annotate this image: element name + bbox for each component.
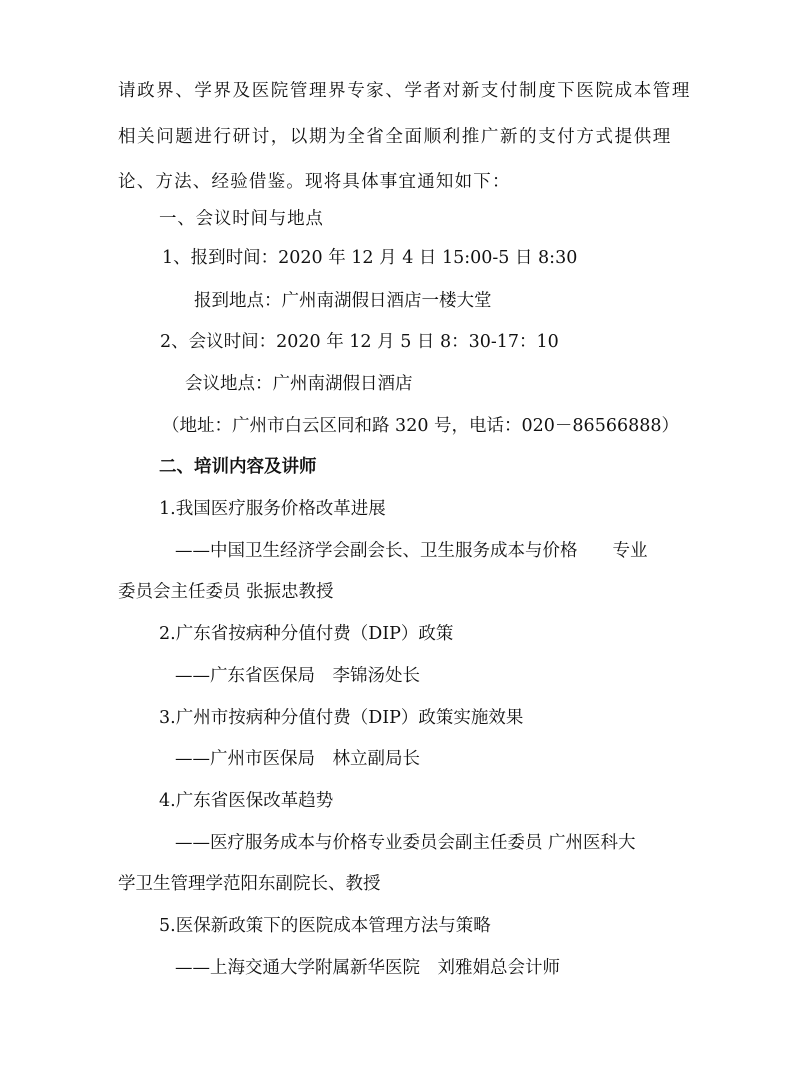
topic-3-title: 3.广州市按病种分值付费（DIP）政策实施效果	[159, 708, 524, 728]
meeting-place: 会议地点：广州南湖假日酒店	[185, 374, 413, 394]
section2-heading: 二、培训内容及讲师	[159, 457, 317, 477]
topic-1-speaker-line1: ——中国卫生经济学会副会长、卫生服务成本与价格 专业	[175, 541, 648, 561]
topic-5-title: 5.医保新政策下的医院成本管理方法与策略	[159, 916, 491, 936]
topic-1-speaker-line2: 委员会主任委员 张振忠教授	[118, 582, 334, 602]
meeting-time: 2、会议时间：2020 年 12 月 5 日 8：30-17：10	[160, 332, 559, 352]
topic-4-title: 4.广东省医保改革趋势	[159, 791, 334, 811]
topic-4-speaker-line2: 学卫生管理学范阳东副院长、教授	[118, 874, 381, 894]
topic-1-title: 1.我国医疗服务价格改革进展	[159, 499, 386, 519]
section1-heading: 一、会议时间与地点	[159, 209, 324, 229]
topic-5-speaker: ——上海交通大学附属新华医院 刘雅娟总会计师	[175, 958, 560, 978]
topic-2-title: 2.广东省按病种分值付费（DIP）政策	[159, 624, 454, 644]
meeting-address: （地址：广州市白云区同和路 320 号，电话：020－86566888）	[162, 416, 680, 436]
registration-time: 1、报到时间：2020 年 12 月 4 日 15:00-5 日 8:30	[162, 248, 578, 268]
topic-3-speaker: ——广州市医保局 林立副局长	[175, 749, 420, 769]
intro-line-2: 相关问题进行研讨，以期为全省全面顺利推广新的支付方式提供理	[118, 127, 672, 147]
topic-2-speaker: ——广东省医保局 李锦汤处长	[175, 666, 420, 686]
intro-line-3: 论、方法、经验借鉴。现将具体事宜通知如下：	[118, 172, 511, 192]
intro-line-1: 请政界、学界及医院管理界专家、学者对新支付制度下医院成本管理	[118, 81, 691, 101]
registration-place: 报到地点：广州南湖假日酒店一楼大堂	[194, 291, 492, 311]
topic-4-speaker-line1: ——医疗服务成本与价格专业委员会副主任委员 广州医科大	[175, 833, 636, 853]
